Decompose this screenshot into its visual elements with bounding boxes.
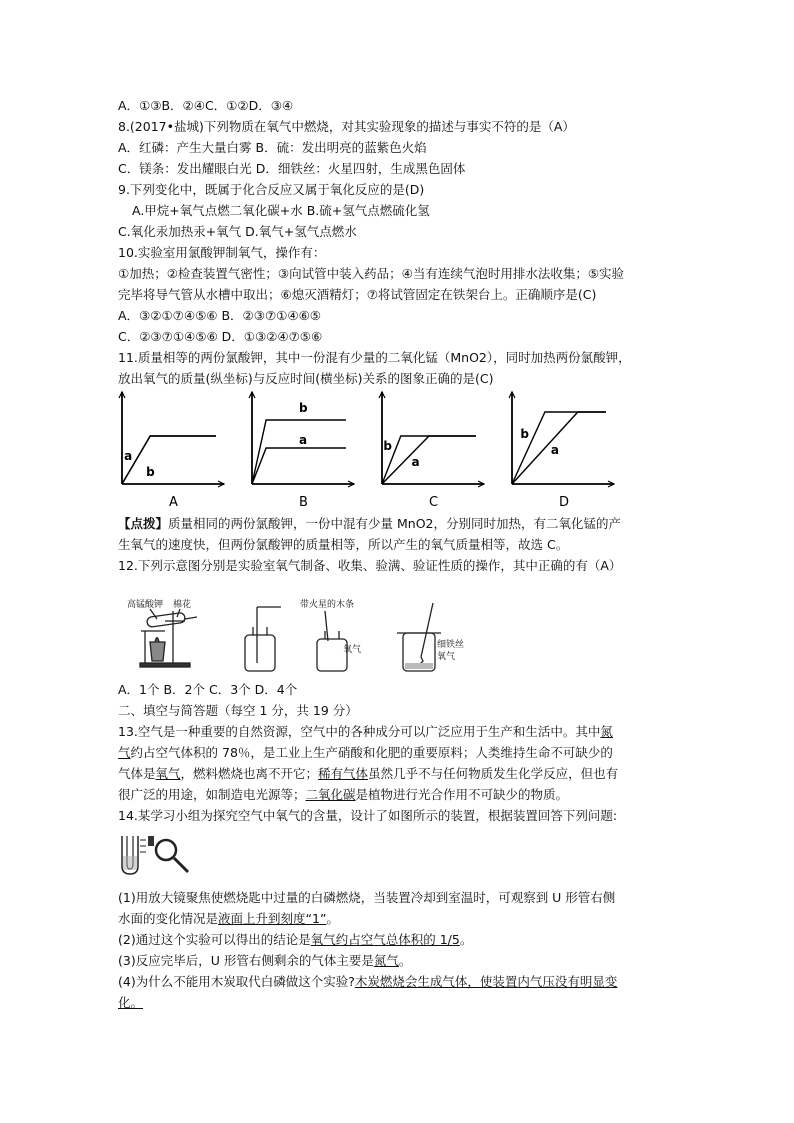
q9-stem: 9.下列变化中，既属于化合反应又属于氧化反应的是(D) <box>118 182 425 197</box>
q14-part1-text: 水面的变化情况是 <box>118 911 219 926</box>
apparatus-check-full <box>300 598 361 671</box>
q10-stem: 10.实验室用氯酸钾制氧气，操作有： <box>118 245 326 260</box>
q14-part2-end: 。 <box>459 932 473 947</box>
apparatus-iron-wire <box>397 603 464 671</box>
q14-part3-answer: 氮气 <box>373 953 399 968</box>
series-line-a <box>252 448 346 484</box>
series-label-b: b <box>520 427 529 441</box>
q14-part4-answer-2: 化。 <box>118 995 144 1010</box>
q14-part4-line1 <box>118 974 617 990</box>
series-label-b: b <box>146 465 155 479</box>
q13-line4 <box>118 787 568 803</box>
graph-D <box>509 392 614 510</box>
q12-stem: 12.下列示意图分别是实验室氧气制备、收集、验满、验证性质的操作，其中正确的有（A） <box>118 558 622 573</box>
apparatus-collection <box>245 607 281 671</box>
q14-part3-end: 。 <box>398 953 412 968</box>
q13-answer-co2: 二氧化碳 <box>305 787 356 802</box>
q13-answer-noble-gas: 稀有气体 <box>318 766 369 781</box>
q10-steps-line1: ①加热；②检查装置气密性；③向试管中装入药品；④当有连续气泡时用排水法收集；⑤实验 <box>118 266 625 281</box>
graph-title-D: D <box>559 495 570 510</box>
apparatus-heating <box>127 598 197 667</box>
q8-options-cd: C．镁条：发出耀眼白光 D．细铁丝：火星四射，生成黑色固体 <box>118 161 466 176</box>
q13-line3 <box>118 766 618 782</box>
q13-line2 <box>118 745 613 761</box>
series-label-a: a <box>299 433 308 447</box>
hint-tag: 【点拨】 <box>118 516 169 531</box>
series-label-b: b <box>383 439 392 453</box>
label-oxygen-2: 氧气 <box>437 652 456 662</box>
q8-stem: 8.(2017•盐城)下列物质在氧气中燃烧，对其实验现象的描述与事实不符的是（A） <box>118 119 575 134</box>
q7-options: A．①③B．②④C．①②D．③④ <box>118 98 294 113</box>
q14-part2 <box>118 932 472 948</box>
q14-part1-end: 。 <box>326 911 339 926</box>
graph-title-B: B <box>299 495 308 510</box>
q9-options-ab: A.甲烷+氧气点燃二氧化碳+水 B.硫+氢气点燃硫化氢 <box>132 203 430 218</box>
q14-part4-line2 <box>118 995 143 1011</box>
q14-apparatus <box>118 832 198 878</box>
series-label-b: b <box>299 401 308 415</box>
graph-A <box>119 392 224 510</box>
q14-part2-answer: 氧气约占空气总体积的 1/5 <box>310 932 460 947</box>
section2-title: 二、填空与简答题（每空 1 分，共 19 分） <box>118 703 358 718</box>
q10-options-cd: C．②③⑦①④⑤⑥ D．①③②④⑦⑤⑥ <box>118 329 323 344</box>
label-kmno4: 高锰酸钾 <box>127 600 164 610</box>
q14-part4-answer-1: 木炭燃烧会生成气体，使装置内气压没有明显变 <box>354 974 618 989</box>
q14-stem: 14.某学习小组为探究空气中氧气的含量，设计了如图所示的装置，根据装置回答下列问题: <box>118 808 618 823</box>
q13-answer-nitrogen-cont: 气 <box>118 745 131 760</box>
q11-stem-line1: 11.质量相等的两份氯酸钾，其中一份混有少量的二氧化锰（MnO2），同时加热两份氯酸钾， <box>118 350 631 365</box>
series-line-b <box>122 436 216 484</box>
q13-line1 <box>118 724 613 740</box>
graph-title-C: C <box>429 495 439 510</box>
label-cotton: 棉花 <box>173 600 192 610</box>
q14-part2-text: (2)通过这个实验可以得出的结论是 <box>118 932 311 947</box>
q13-text-4a: 很广泛的用途，如制造电光源等； <box>118 787 306 802</box>
q13-text-2: 约占空气体积的 78％，是工业上生产硝酸和化肥的重要原料；人类维持生命不可缺少的 <box>130 745 613 760</box>
series-label-a: a <box>550 443 560 457</box>
q14-part4-text: (4)为什么不能用木炭取代白磷做这个实验? <box>118 974 355 989</box>
q12-options: A．1个 B．2个 C．3个 D．4个 <box>118 682 298 697</box>
q13-answer-oxygen: 氧气 <box>155 766 181 781</box>
q11-graphs <box>110 388 630 510</box>
q10-options-ab: A．③②①⑦④⑤⑥ B．②③⑦①④⑥⑤ <box>118 308 321 323</box>
q13-text-1: 13.空气是一种重要的自然资源，空气中的各种成分可以广泛应用于生产和生活中。其中 <box>118 724 601 739</box>
q13-text-3a: 气体是 <box>118 766 156 781</box>
series-line-b <box>382 436 476 484</box>
q13-answer-nitrogen: 氮 <box>600 724 613 739</box>
label-iron-wire: 细铁丝 <box>437 640 465 650</box>
q13-text-4b: 是植物进行光合作用不可缺少的物质。 <box>355 787 569 802</box>
series-line-a <box>382 436 476 484</box>
q9-options-cd: C.氧化汞加热汞+氧气 D.氧气+氢气点燃水 <box>118 224 357 239</box>
label-splint: 带火星的木条 <box>300 600 355 610</box>
q11-stem-line2: 放出氧气的质量(纵坐标)与反应时间(横坐标)关系的图象正确的是(C) <box>118 371 494 386</box>
q13-text-3b: ，燃料燃烧也离不开它； <box>180 766 319 781</box>
series-label-a: a <box>411 455 420 469</box>
q8-options-ab: A．红磷：产生大量白雾 B．硫：发出明亮的蓝紫色火焰 <box>118 140 427 155</box>
hint-line2: 生氧气的速度快，但两份氯酸钾的质量相等，所以产生的氧气质量相等，故选 C。 <box>118 537 569 552</box>
label-oxygen-1: 氧气 <box>343 645 362 655</box>
q14-part1-line1: (1)用放大镜聚焦使燃烧匙中过量的白磷燃烧，当装置冷却到室温时，可观察到 U 形管右侧 <box>118 890 616 905</box>
q12-apparatus <box>125 597 470 675</box>
q14-part3-text: (3)反应完毕后，U 形管右侧剩余的气体主要是 <box>118 953 374 968</box>
hint-text-1: 质量相同的两份氯酸钾，一份中混有少量 MnO2，分别同时加热，有二氧化锰的产 <box>168 516 621 531</box>
q14-part1-answer: 液面上升到刻度“1” <box>218 911 327 926</box>
hint-line1 <box>118 516 621 532</box>
graph-B <box>249 392 354 510</box>
q14-part1-line2 <box>118 911 339 927</box>
series-line-b <box>252 420 346 484</box>
q14-part3 <box>118 953 411 969</box>
graph-C <box>379 392 484 510</box>
q10-steps-line2: 完毕将导气管从水槽中取出；⑥熄灭酒精灯；⑦将试管固定在铁架台上。正确顺序是(C) <box>118 287 597 302</box>
q13-text-3c: 虽然几乎不与任何物质发生化学反应，但也有 <box>368 766 619 781</box>
graph-title-A: A <box>169 495 178 510</box>
series-label-a: a <box>124 449 133 463</box>
